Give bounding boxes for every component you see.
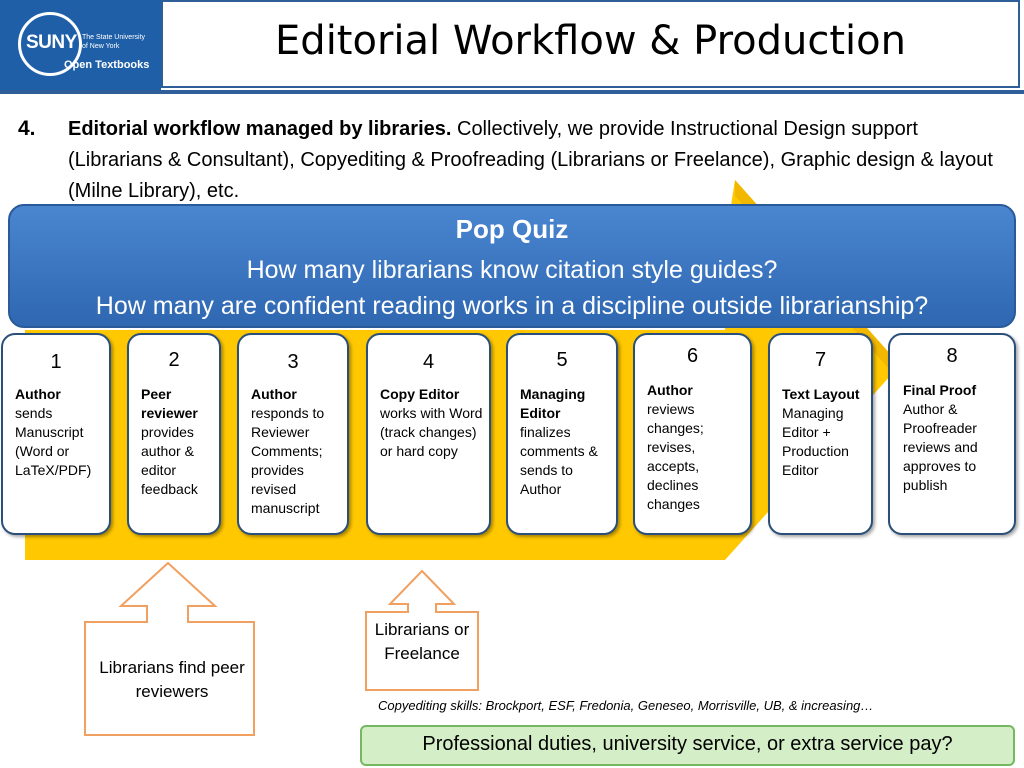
slide-title: Editorial Workflow & Production	[275, 18, 906, 64]
step-number: 6	[686, 345, 699, 367]
step-2	[127, 333, 221, 535]
step-role: Author	[251, 386, 297, 402]
step-6	[633, 333, 752, 535]
peer-callout-text: Librarians find peer reviewers	[99, 658, 245, 701]
step-role: Author	[647, 382, 693, 398]
step-number: 2	[168, 349, 180, 371]
step-number: 3	[287, 351, 299, 373]
logo-line-2: of New York	[82, 43, 120, 50]
step-role: Author	[15, 386, 61, 402]
step-number: 4	[422, 351, 435, 373]
point-heading: Editorial workflow managed by libraries.	[68, 118, 452, 140]
step-description: responds to Reviewer Comments; provides revised manuscript	[251, 405, 325, 516]
peer-callout-arrow-icon	[80, 560, 262, 740]
step-number: 1	[50, 351, 62, 373]
point-number: 4.	[18, 117, 36, 140]
step-4	[366, 333, 491, 535]
step-1	[1, 333, 111, 535]
step-description: sends Manuscript (Word or LaTeX/PDF)	[15, 405, 92, 478]
step-description: finalizes comments & sends to Author	[520, 424, 598, 497]
step-7	[768, 333, 873, 535]
logo-line-3: Open Textbooks	[64, 59, 150, 71]
step-5	[506, 333, 618, 535]
copyediting-skills-note: Copyediting skills: Brockport, ESF, Fredonia, Geneseo, Morrisville, UB, & increasing…	[378, 698, 874, 713]
step-number: 8	[946, 345, 958, 367]
logo-line-1: The State University	[82, 34, 146, 41]
step-role: Managing Editor	[520, 386, 586, 421]
step-role: Text Layout	[782, 386, 860, 402]
copy-callout-text: Librarians or Freelance	[374, 620, 470, 663]
step-number: 7	[814, 349, 827, 371]
step-description: Managing Editor + Production Editor	[782, 405, 849, 478]
step-role: Copy Editor	[380, 386, 460, 402]
step-description: provides author & editor feedback	[141, 424, 198, 497]
point-text	[68, 114, 998, 207]
pop-quiz-title: Pop Quiz	[455, 214, 569, 244]
step-description: Author & Proofreader reviews and approves to publish	[903, 401, 978, 493]
pop-quiz-question-2: How many are confident reading works in a discipline outside librarianship?	[95, 292, 929, 320]
step-3	[237, 333, 349, 535]
step-8	[888, 333, 1016, 535]
point-body: Collectively, we provide Instructional Design support (Librarians & Consultant), Copyediting & Proofreading (Librarians or Freelance), Graphic design & layout (Milne Library), etc.	[68, 118, 993, 202]
step-description: reviews changes; revises, accepts, declines changes	[647, 401, 704, 512]
step-role: Final Proof	[903, 382, 977, 398]
logo-brand: SUNY	[26, 32, 77, 53]
step-number: 5	[556, 349, 568, 371]
step-role: Peer reviewer	[141, 386, 198, 421]
pop-quiz-question-1: How many librarians know citation style guides?	[246, 256, 778, 284]
duties-text: Professional duties, university service, or extra service pay?	[422, 733, 953, 755]
step-description: works with Word (track changes) or hard copy	[380, 405, 483, 459]
